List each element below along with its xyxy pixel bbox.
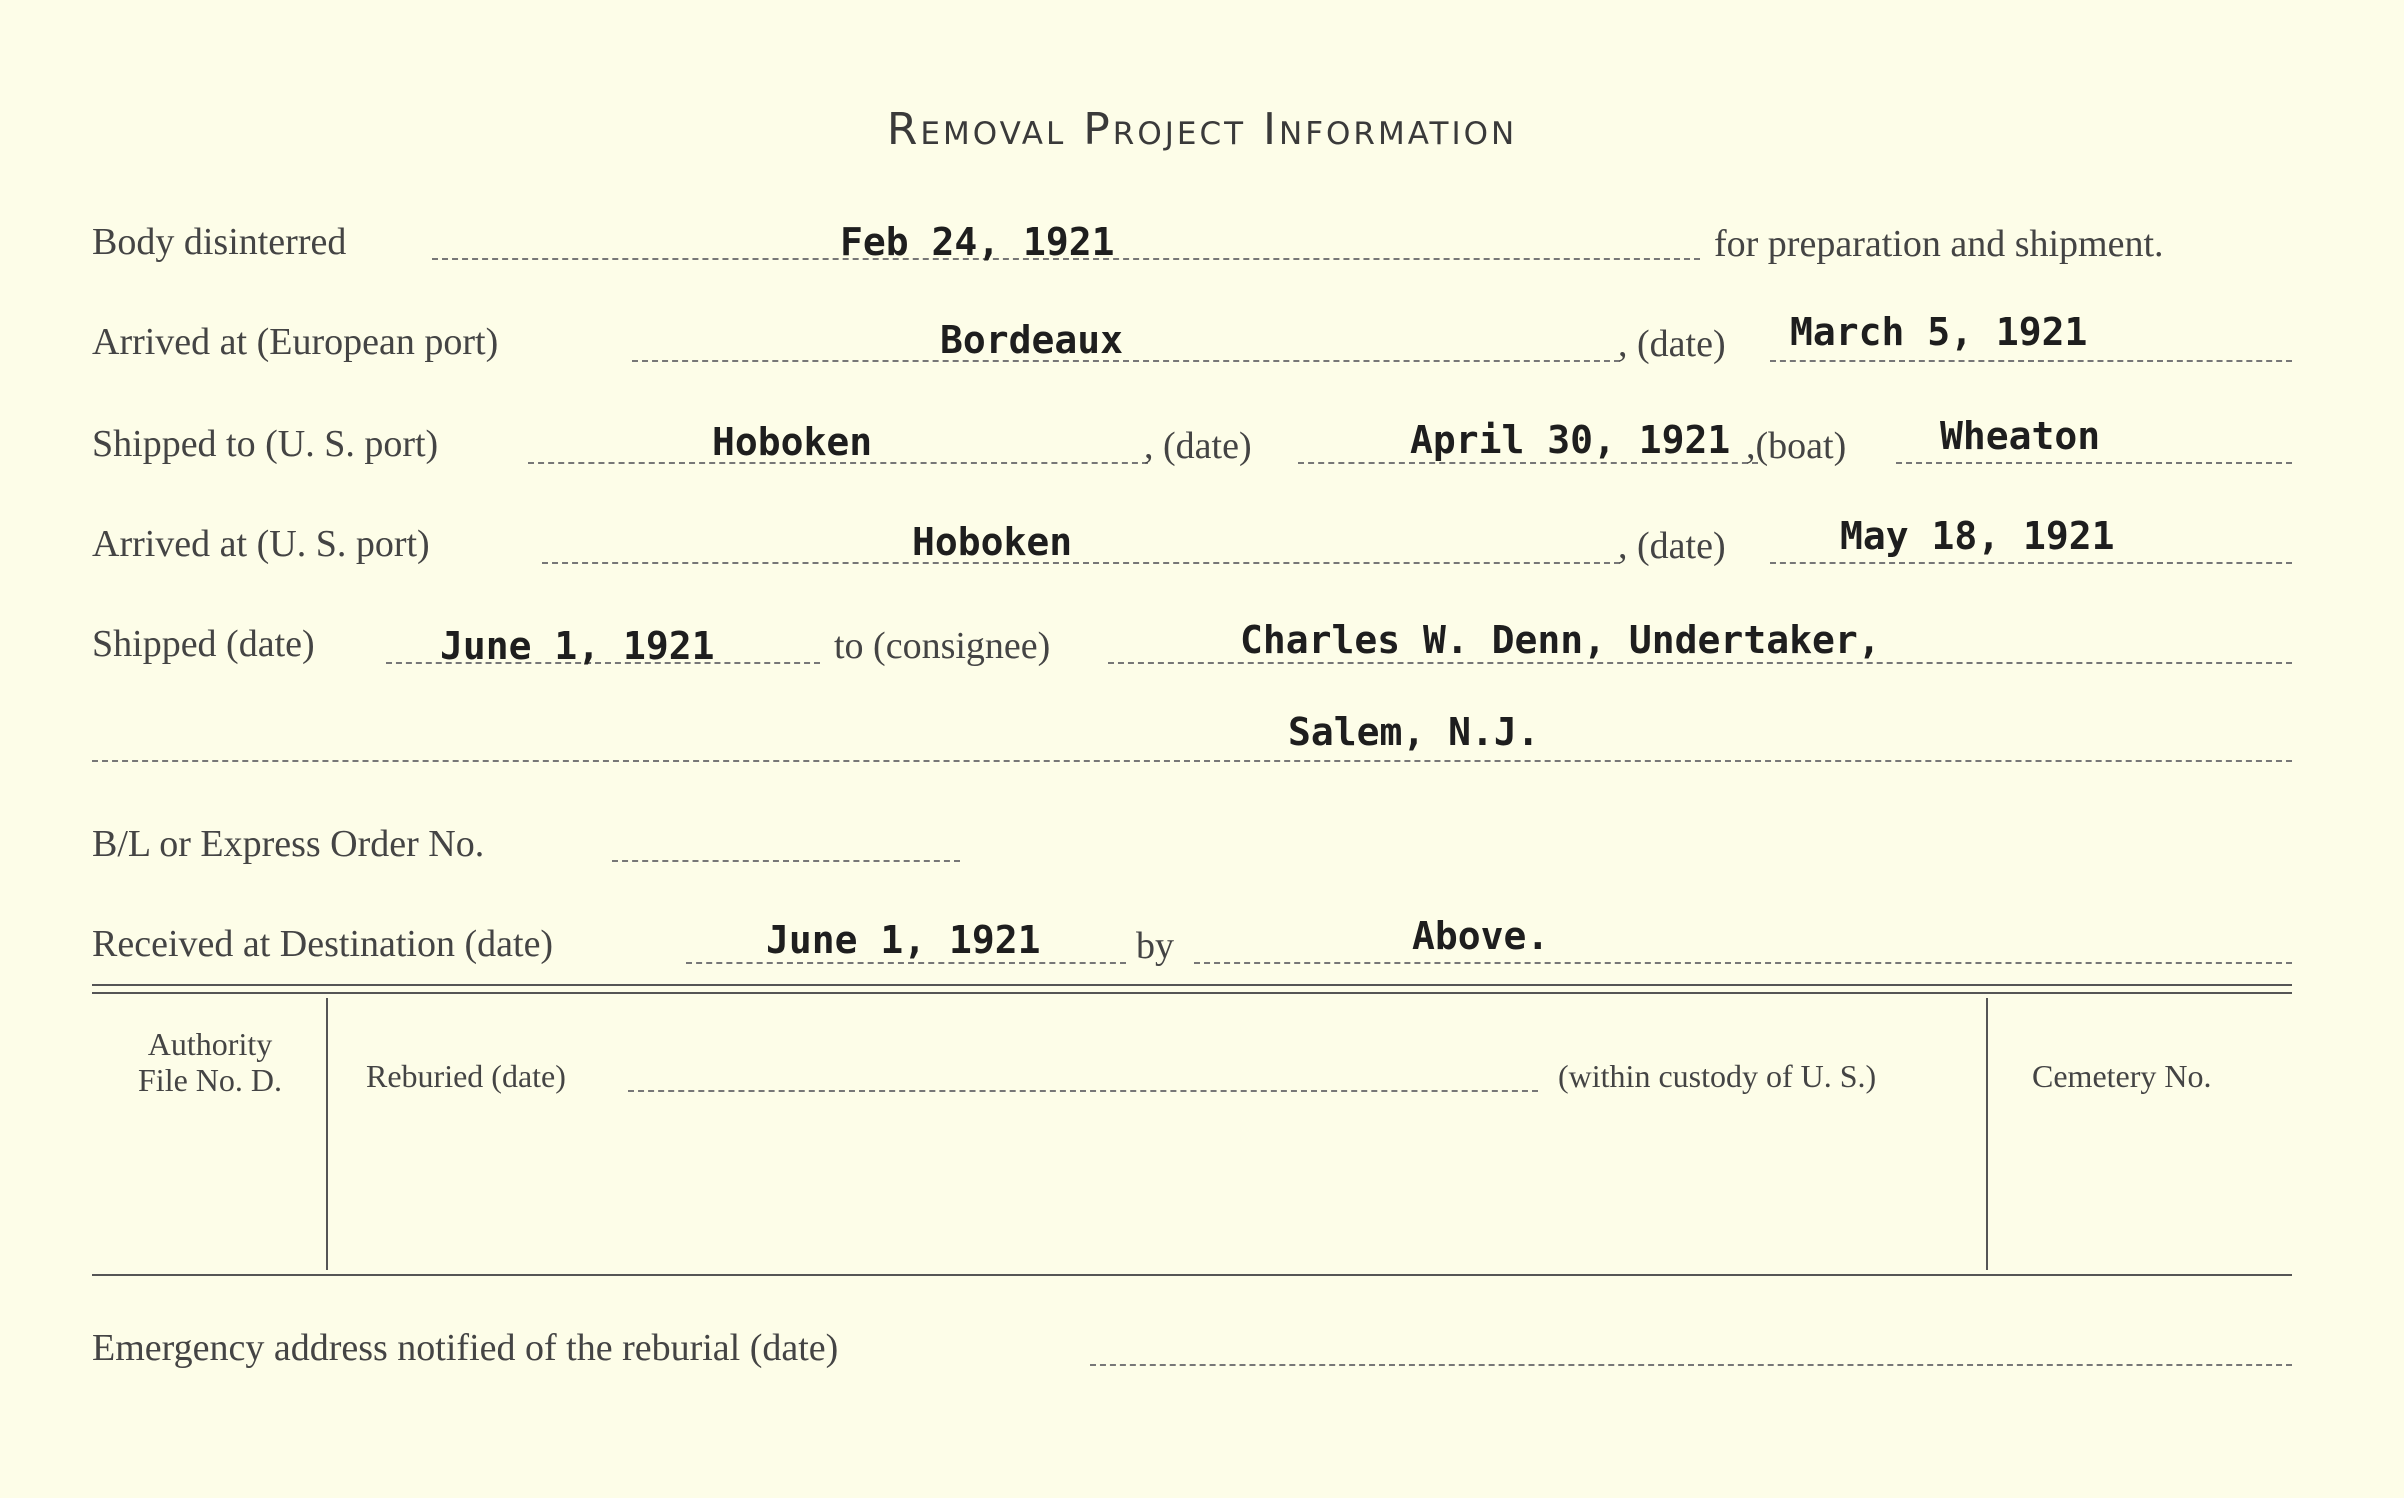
arrived-us-port-value[interactable]: Hoboken	[912, 520, 1073, 564]
shipped-us-date-line	[1298, 462, 1758, 464]
body-disinterred-label: Body disinterred	[92, 221, 347, 263]
arrived-us-date-label: , (date)	[1618, 525, 1726, 567]
consignee-continued-line	[92, 760, 2292, 762]
cemetery-no-label: Cemetery No.	[2032, 1058, 2212, 1094]
arrived-us-date-value[interactable]: May 18, 1921	[1840, 514, 2115, 558]
form-title: Removal Project Information	[886, 104, 1518, 155]
consignee-label: to (consignee)	[834, 625, 1051, 667]
by-label: by	[1136, 925, 1174, 967]
reburied-line[interactable]	[628, 1090, 1538, 1092]
arrived-us-line	[542, 562, 1620, 564]
by-value[interactable]: Above.	[1412, 914, 1550, 958]
received-date-line	[686, 962, 1126, 964]
shipped-us-label: Shipped to (U. S. port)	[92, 423, 439, 465]
shipped-date-label: Shipped (date)	[92, 623, 315, 665]
european-date-value[interactable]: March 5, 1921	[1790, 310, 2088, 354]
authority-label: Authority	[147, 1026, 273, 1062]
emergency-label: Emergency address notified of the reburial (date)	[92, 1327, 839, 1369]
shipped-us-date-label: , (date)	[1144, 425, 1252, 467]
by-line	[1194, 962, 2292, 964]
custody-label: (within custody of U. S.)	[1558, 1058, 1877, 1094]
bl-order-line[interactable]	[612, 860, 960, 862]
consignee-address-value[interactable]: Salem, N.J.	[1288, 710, 1540, 754]
arrived-us-label: Arrived at (U. S. port)	[92, 523, 430, 565]
shipped-us-port-value[interactable]: Hoboken	[712, 420, 873, 464]
top-rule-2	[92, 992, 2292, 994]
shipped-date-value[interactable]: June 1, 1921	[440, 624, 715, 668]
table-divider-right	[1986, 998, 1988, 1270]
arrived-european-line	[632, 360, 1620, 362]
boat-value[interactable]: Wheaton	[1940, 414, 2101, 458]
body-disinterred-value[interactable]: Feb 24, 1921	[840, 220, 1115, 264]
boat-line	[1896, 462, 2292, 464]
bottom-rule	[92, 1274, 2292, 1276]
european-date-line	[1770, 360, 2292, 362]
shipped-us-date-value[interactable]: April 30, 1921	[1410, 418, 1731, 462]
bl-order-label: B/L or Express Order No.	[92, 823, 485, 865]
table-divider-left	[326, 998, 328, 1270]
emergency-date-line[interactable]	[1090, 1364, 2292, 1366]
consignee-value[interactable]: Charles W. Denn, Undertaker,	[1240, 618, 1881, 662]
reburied-label: Reburied (date)	[366, 1058, 566, 1094]
received-destination-label: Received at Destination (date)	[92, 923, 554, 965]
preparation-shipment-label: for preparation and shipment.	[1714, 223, 2164, 265]
top-rule-1	[92, 984, 2292, 986]
file-no-label: File No. D.	[138, 1062, 282, 1098]
authority-cell	[100, 1026, 320, 1098]
arrived-european-label: Arrived at (European port)	[92, 321, 499, 363]
boat-label: ,(boat)	[1746, 425, 1847, 467]
received-date-value[interactable]: June 1, 1921	[766, 918, 1041, 962]
european-port-value[interactable]: Bordeaux	[940, 318, 1124, 362]
european-date-label: , (date)	[1618, 323, 1726, 365]
consignee-line	[1108, 662, 2292, 664]
arrived-us-date-line	[1770, 562, 2292, 564]
